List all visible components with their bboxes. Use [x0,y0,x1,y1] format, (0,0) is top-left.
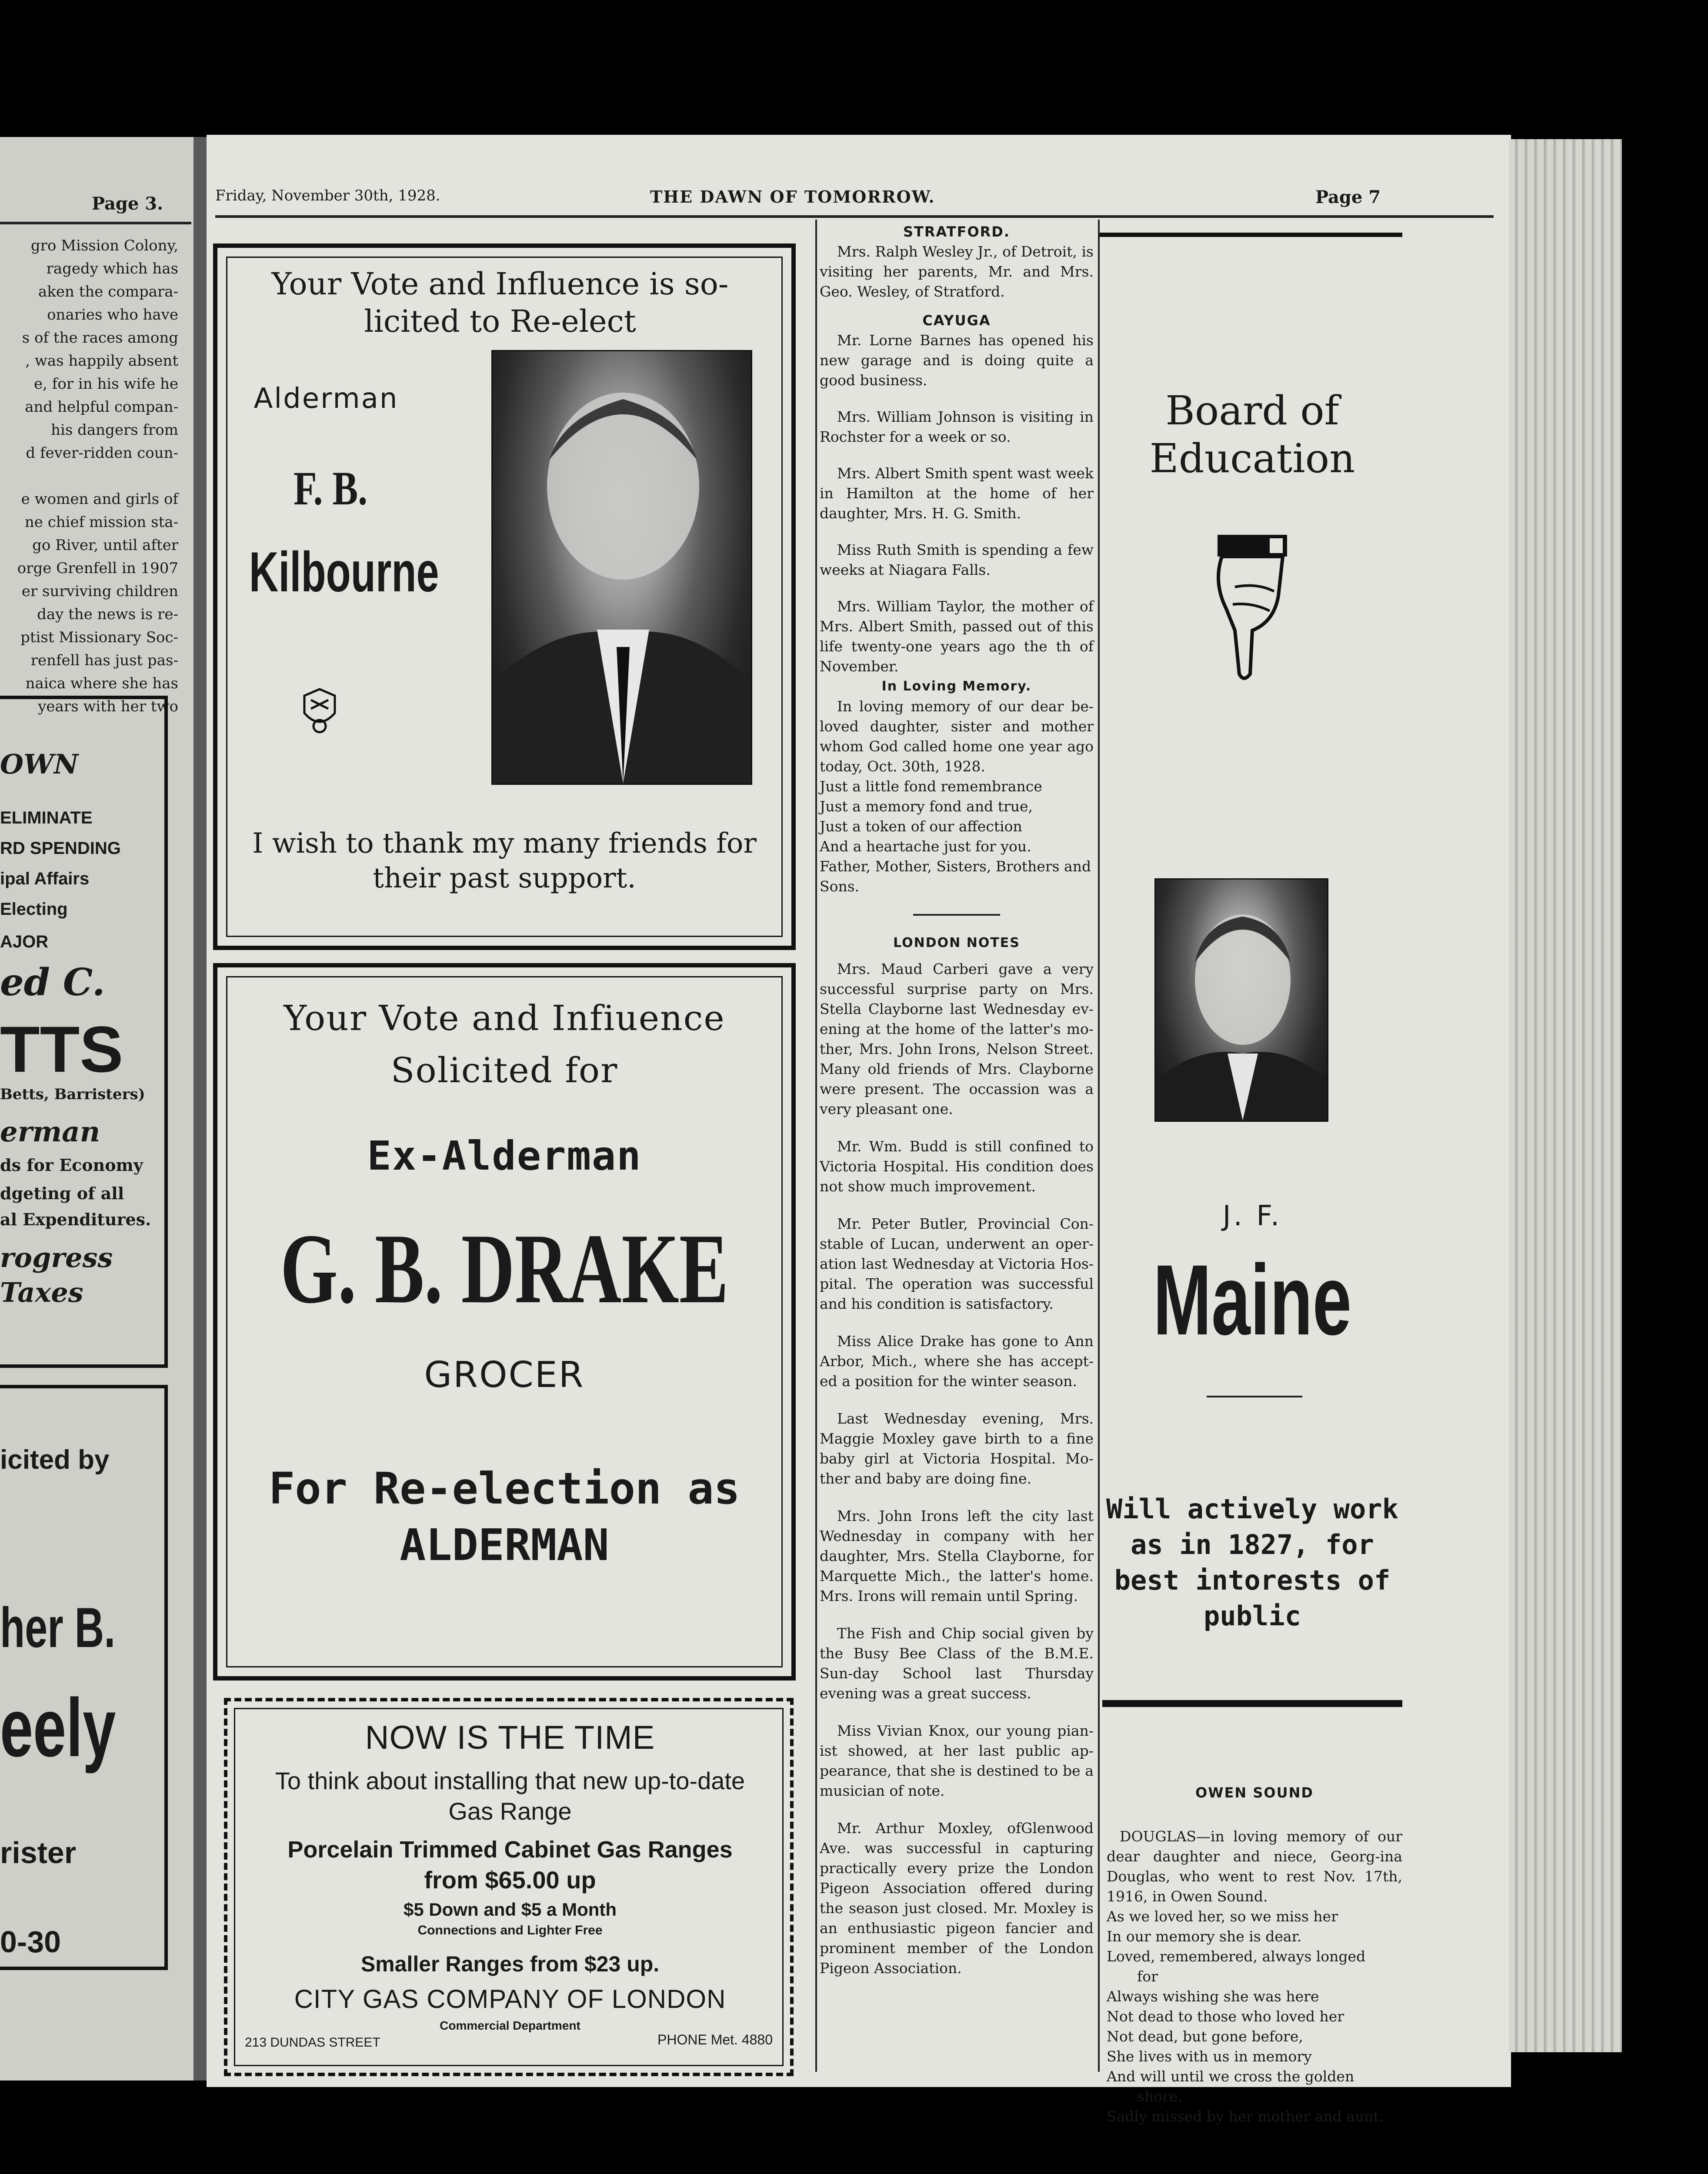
left-article-line: s of the races among [22,329,178,347]
header-page-number: Page 7 [1315,187,1381,207]
cayuga-item: Miss Ruth Smith is spending a few weeks at Niagara Falls. [820,541,1094,578]
owen-poem-line: Not dead, but gone before, [1107,2028,1303,2045]
poem-line: Just a token of our affection [820,818,1022,835]
ad-gas-line3: Porcelain Trimmed Cabinet Gas Ranges [287,1837,733,1863]
owen-intro: DOUGLAS—in loving memory of our dear daughter and niece, Georg-ina Douglas, who went to rest Nov. 17th, 1916, in Owen Sound. [1107,1828,1402,1905]
left-article-line: day the news is re- [37,606,178,623]
ad-maine-divider [1207,1396,1302,1397]
cayuga-items [820,330,1094,677]
left-article-line: onaries who have [47,306,178,323]
news-column [820,222,1094,1996]
left-header-rule [0,222,191,224]
owen-heading: OWEN SOUND [1195,1784,1314,1801]
left-ad1-line: dgeting of all [0,1184,124,1203]
left-article-line: orge Grenfell in 1907 [17,560,178,577]
ad-gas-line7: Smaller Ranges from $23 up. [360,1952,660,1976]
ad-drake-role: Ex-Alderman [367,1133,642,1179]
left-article-line: d fever-ridden coun- [26,444,178,462]
cayuga-item: Mrs. Albert Smith spent wast week in Hamilton at the home of her daughter, Mrs. H. G. Smith. [820,465,1094,522]
left-ad1-line: Electing [0,900,68,919]
gutter [193,137,207,2081]
ad-kilbourne-role: Alderman [254,383,399,415]
left-ad2-line: eely [0,1682,116,1774]
london-note: Miss Vivian Knox, our young pian-ist showed, at her last public ap-pearance, that she is destined to be a musician of note. [820,1722,1094,1799]
cayuga-item: Mr. Lorne Barnes has opened his new garage and is doing quite a good business. [820,332,1094,389]
left-ad1-line: rogress [0,1242,113,1274]
london-heading: LONDON NOTES [893,935,1020,950]
ad-maine [1102,243,1402,1191]
owen-poem-line: Sadly missed by her mother and aunt. [1107,2108,1384,2125]
header-rule [215,215,1494,218]
left-article-line: ne chief mission sta- [24,513,178,531]
ad-drake-line1: Your Vote and Infiuence [284,998,725,1038]
ad-drake-line2: Solicited for [390,1050,618,1090]
owen-poem-line: Not dead to those who loved her [1107,2008,1344,2025]
left-ad1-line: Taxes [0,1277,83,1308]
london-note: Mrs. Maud Carberi gave a very successful surprise party on Mrs. Stella Clayborne last Wednesday ev-ening at the home of the latter's mo-ther, Mrs. John Irons, Nelson Street. Many old friends of Mrs. Clayborne were present. The occassion was a very pleasant one. [820,960,1094,1117]
london-note: Mr. Peter Butler, Provincial Con-stable of Lucan, underwent an oper-ation last Wednesday at Victoria Hos-pital. The operation was successful and his condition is satisfactory. [820,1215,1094,1312]
ad-maine-initials: J. F. [1222,1200,1282,1232]
ad-maine-line2: Education [1149,435,1355,482]
column-rule-right [1098,220,1100,2072]
owen-poem-line: She lives with us in memory [1107,2048,1312,2065]
owen-sound-column [1107,1783,1402,2127]
owen-poem-line: In our memory she is dear. [1107,1928,1302,1945]
ad-gas-line2: Gas Range [448,1797,572,1825]
left-ad2-line: icited by [0,1445,110,1475]
memory-text: In loving memory of our dear be-loved daughter, sister and mother whom God called home one year ago today, Oct. 30th, 1928. [820,698,1094,775]
poem-line: Father, Mother, Sisters, Brothers and Sons. [820,858,1091,895]
ad-drake-trade: GROCER [424,1354,585,1396]
london-items [820,959,1094,1978]
poem-line: Just a memory fond and true, [820,798,1033,815]
memory-heading: In Loving Memory. [881,679,1032,694]
ad-gas-address: 213 DUNDAS STREET [245,2035,380,2050]
ad-gas-company: CITY GAS COMPANY OF LONDON [294,1984,726,2014]
london-note: Last Wednesday evening, Mrs. Maggie Moxley gave birth to a fine baby girl at Victoria Hospital. Mo-ther and baby are doing fine. [820,1410,1094,1487]
left-article-line: renfell has just pas- [30,652,178,669]
ad-maine-line1: Board of [1165,387,1339,434]
ad-maine-bottom-rule [1102,1700,1402,1707]
left-article-line: gro Mission Colony, [30,237,178,254]
ad-maine-surname: Maine [1153,1244,1352,1356]
right-column-top-rule [1098,233,1402,237]
ad-kilbourne [213,243,796,950]
left-ad1-line: ELIMINATE [0,808,93,827]
left-ad1-line: erman [0,1116,100,1148]
left-ad1-line: ed C. [0,960,105,1004]
ad-gas-line5: $5 Down and $5 a Month [403,1899,617,1920]
ad-gas-dept: Commercial Department [440,2019,580,2032]
left-ad1-line: ipal Affairs [0,869,90,888]
london-note: Mr. Wm. Budd is still confined to Victoria Hospital. His condition does not show much improvement. [820,1138,1094,1195]
owen-poem-line: Loved, remembered, always longed [1107,1948,1366,1965]
ad-drake-line3: For Re-election as [269,1463,740,1514]
london-note: The Fish and Chip social given by the Busy Bee Class of the B.M.E. Sun-day School last Thursday evening was a great success. [820,1625,1094,1702]
poem-line: Just a little fond remembrance [820,778,1042,795]
cayuga-item: Mrs. William Johnson is visiting in Rochster for a week or so. [820,408,1094,445]
ad-kilbourne-headline: Your Vote and Influence is so-licited to Re-elect [271,266,729,339]
ad-maine-slogan: Will actively work as in 1827, for best intorests of public [1106,1493,1398,1632]
ad-drake [213,963,796,1681]
memory-poem [820,777,1094,897]
left-ad2-line: 0-30 [0,1925,61,1959]
left-article-line: , was happily absent [25,352,178,370]
cayuga-item: Mrs. William Taylor, the mother of Mrs. Albert Smith, passed out of this life twenty-one years ago the th of November. [820,598,1094,675]
ad-drake-line4: ALDERMAN [400,1520,609,1570]
ad-kilbourne-thanks: I wish to thank my many friends for their past support. [252,827,757,894]
left-article-line: ragedy which has [46,260,178,277]
ad-gas-line6: Connections and Lighter Free [417,1923,603,1937]
ad-gas-phone: PHONE Met. 4880 [657,2032,773,2047]
cayuga-heading: CAYUGA [922,312,991,329]
left-article-line: naica where she has [25,675,178,692]
header-title: THE DAWN OF TOMORROW. [650,187,935,207]
left-article-line: e women and girls of [21,490,178,508]
ad-gas-headline: NOW IS THE TIME [365,1719,655,1756]
left-ad1-line: ds for Economy [0,1155,143,1175]
maine-portrait [1154,878,1328,1122]
header-date: Friday, November 30th, 1928. [215,187,440,204]
stratford-item: Mrs. Ralph Wesley Jr., of Detroit, is visiting her parents, Mr. and Mrs. Geo. Wesley, of Stratford. [820,243,1094,300]
left-article-line: er surviving children [21,583,178,600]
ad-gas-line1: To think about installing that new up-to-date [275,1767,745,1794]
left-ad1-line: Betts, Barristers) [0,1086,145,1103]
left-page [0,137,193,2081]
kilbourne-portrait [491,350,752,785]
ad-kilbourne-surname: Kilbourne [249,540,439,604]
left-ad2-line: her B. [0,1596,116,1659]
owen-poem-line: shore. [1137,2088,1182,2105]
ad-gas-line4: from $65.00 up [424,1866,596,1894]
london-note: Mrs. John Irons left the city last Wednesday in company with her daughter, Mrs. Stella Clayborne, for Marquette Mich., the latter's home. Mrs. Irons will remain until Spring. [820,1507,1094,1604]
owen-poem [1107,1907,1402,2127]
left-article-line: years with her two [38,698,178,715]
left-article-line: and helpful compan- [25,398,178,416]
union-label-icon [300,687,339,735]
newspaper-page [207,135,1511,2125]
left-ad1-line: al Expenditures. [0,1210,151,1229]
owen-poem-line: Always wishing she was here [1107,1988,1319,2005]
left-ad1-line: RD SPENDING [0,839,121,858]
page-edges [1509,139,1622,2052]
column-rule-left [815,220,817,2072]
left-page-number: Page 3. [91,193,163,214]
ad-gas [224,1698,794,2076]
left-article-line: aken the compara- [38,283,178,300]
ad-drake-name: G. B. DRAKE [280,1213,729,1324]
left-ad1-line: OWN [0,748,79,780]
news-divider [913,914,1000,916]
owen-poem-line: And will until we cross the golden [1107,2068,1354,2085]
stratford-heading: STRATFORD. [903,223,1011,240]
left-ad1-line: AJOR [0,932,49,951]
left-article-line: his dangers from [51,421,178,439]
left-article-line: e, for in his wife he [34,375,178,393]
owen-poem-line: As we loved her, so we miss her [1107,1908,1338,1925]
left-article-line: ptist Missionary Soc- [20,629,178,646]
pointing-hand-icon [1209,530,1296,687]
owen-poem-line: for [1137,1968,1158,1985]
left-article-line: go River, until after [32,537,178,554]
left-ad1-line: TTS [0,1013,123,1086]
london-note: Mr. Arthur Moxley, ofGlenwood Ave. was successful in capturing practically every prize the London Pigeon Association offered during the season just closed. Mr. Moxley is an enthusiastic pigeon fancier and prominent member of the London Pigeon Association. [820,1820,1094,1977]
left-ad2-line: rister [0,1836,77,1870]
london-note: Miss Alice Drake has gone to Ann Arbor, Mich., where she has accept-ed a position for the winter season. [820,1333,1094,1390]
ad-kilbourne-initials: F. B. [293,462,368,515]
poem-line: And a heartache just for you. [820,838,1031,855]
